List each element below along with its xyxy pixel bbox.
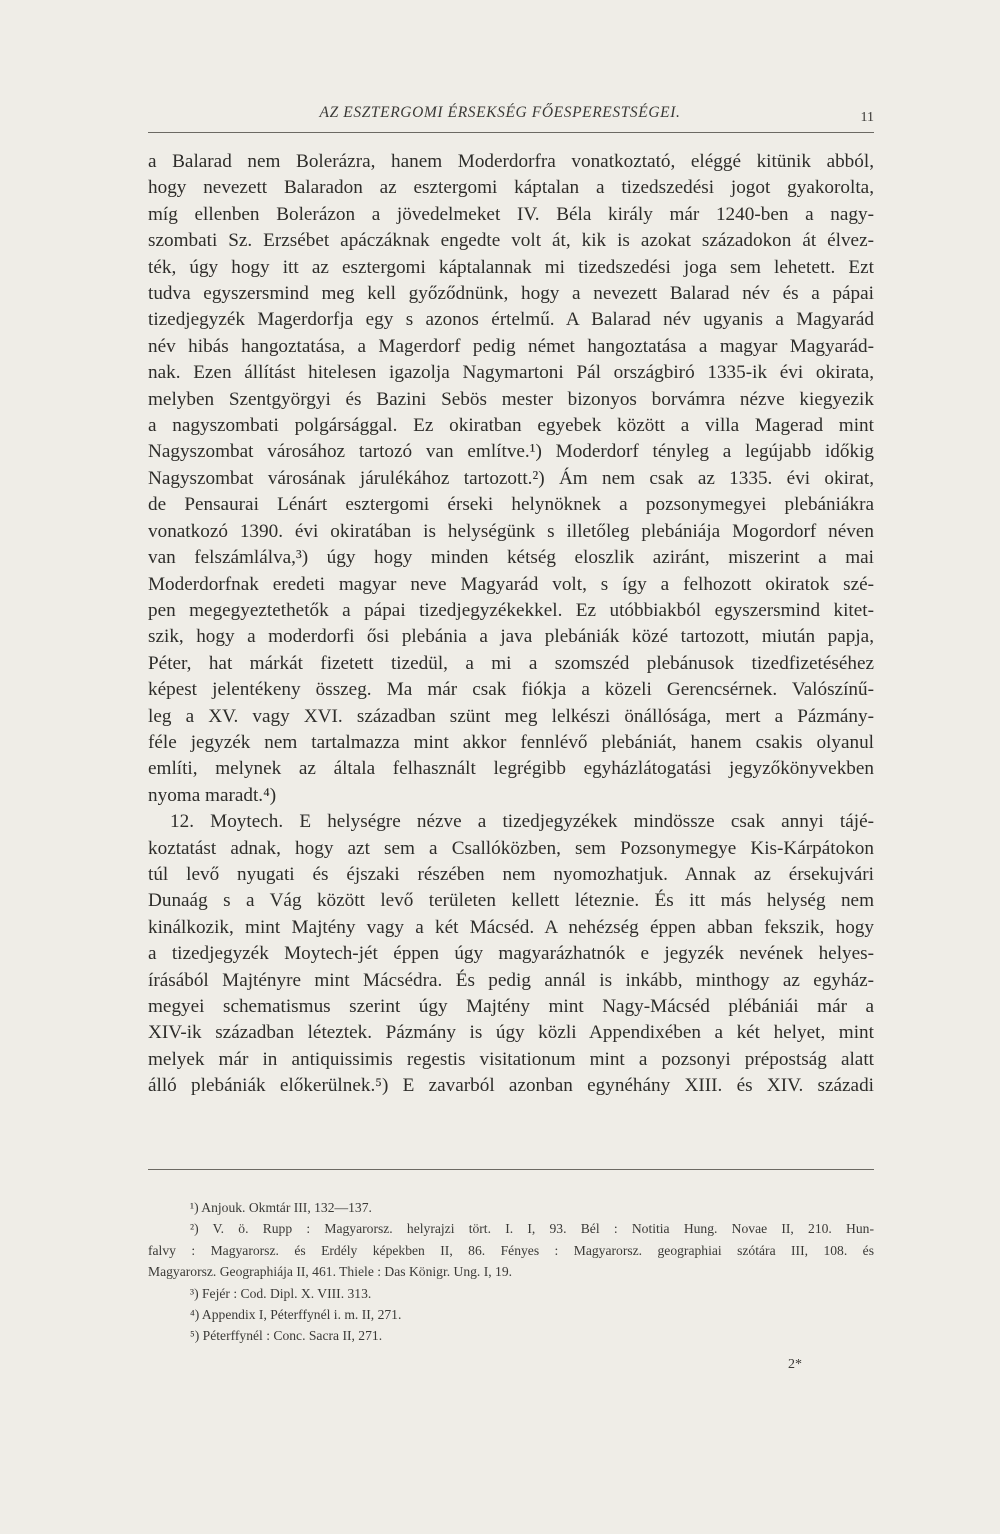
footnote: ⁵) Péterffynél : Conc. Sacra II, 271.	[190, 1328, 383, 1344]
body-line: túl levő nyugati és éjszaki részében nem nyomozhatjuk. Annak az érsekujvári	[148, 863, 874, 885]
body-line: szombati Sz. Erzsébet apáczáknak engedte volt át, kik is azokat századokon át élvez-	[148, 230, 874, 252]
footnote: ³) Fejér : Cod. Dipl. X. VIII. 313.	[190, 1285, 372, 1301]
body-line: képest jelentékeny összeg. Ma már csak fiókja a közeli Gerencsérnek. Valószínű-	[148, 679, 874, 701]
body-line: megyei schematismus szerint úgy Majtény mint Nagy-Mácséd plébániái már a	[148, 996, 874, 1017]
body-line: tudva egyszersmind meg kell győződnünk, hogy a nevezett Balarad név és a pápai	[148, 283, 874, 305]
section-heading-line: 12. Moytech. E helységre nézve a tizedjegyzékek mindössze csak annyi tájé-	[170, 811, 874, 833]
body-line: név hibás hangoztatása, a Magerdorf pedig német hangoztatása a magyar Magyarád-	[148, 335, 874, 357]
body-line: XIV-ik században léteztek. Pázmány is úgy közli Appendixében a két helyet, mint	[148, 1022, 874, 1044]
body-line: melyben Szentgyörgyi és Bazini Sebös mester bizonyos borvámra nézve kiegyezik	[148, 388, 874, 410]
footnote: ²) V. ö. Rupp : Magyarorsz. helyrajzi tört. I. I, 93. Bél : Notitia Hung. Novae II, 210. Hun-	[190, 1221, 874, 1237]
footnote-continuation: falvy : Magyarorsz. és Erdély képekben II, 86. Fényes : Magyarorsz. geographiai szótára III, 108. és	[148, 1242, 874, 1258]
body-line: Nagyszombat városához tartozó van említve.¹) Moderdorf tényleg a legújabb időkig	[148, 441, 874, 463]
running-header-title: AZ ESZTERGOMI ÉRSEKSÉG FŐESPERESTSÉGEI.	[319, 104, 681, 121]
body-line: Péter, hat márkát fizetett tizedül, a mi a szomszéd plebánusok tizedfizetéséhez	[148, 652, 874, 674]
body-line: Nagyszombat városának járulékához tartozott.²) Ám nem csak az 1335. évi okirat,	[148, 467, 874, 489]
header-rule	[148, 132, 874, 133]
footnote: ⁴) Appendix I, Péterffynél i. m. II, 271.	[190, 1307, 402, 1323]
body-line: a Balarad nem Bolerázra, hanem Moderdorfra vonatkoztató, eléggé kitünik abból,	[148, 151, 874, 172]
footnote-rule	[148, 1169, 874, 1170]
body-line: hogy nevezett Balaradon az esztergomi káptalan a tizedszedési jogot gyakorolta,	[148, 177, 874, 199]
body-line: nak. Ezen állítást hitelesen igazolja Nagymartoni Pál országbiró 1335-ik évi okirata,	[148, 362, 874, 384]
body-line: Moderdorfnak eredeti magyar neve Magyarád volt, s így a felhozott okiratok szé-	[148, 573, 874, 595]
body-line: nyoma maradt.⁴)	[148, 784, 277, 806]
footnotes	[148, 1197, 874, 1347]
body-text	[148, 149, 874, 1100]
page-number: 11	[860, 110, 874, 125]
body-line: koztatást adnak, hogy azt sem a Csallóközben, sem Pozsonymegye Kis-Kárpátokon	[148, 837, 874, 859]
body-line: ték, úgy hogy itt az esztergomi káptalannak mi tizedszedési joga sem lehetett. Ezt	[148, 256, 874, 278]
body-line: szik, hogy a moderdorfi ősi plebánia a java plebániák közé tartozott, miután papja,	[148, 626, 874, 648]
body-line: a tizedjegyzék Moytech-jét éppen úgy magyarázhatnók e jegyzék nevének helyes-	[148, 943, 874, 965]
signature-mark: 2*	[788, 1357, 802, 1372]
body-line: Dunaág s a Vág között levő területen kellett léteznie. És itt más helység nem	[148, 890, 874, 912]
body-line: melyek már in antiquissimis regestis visitationum mint a pozsonyi prépostság alatt	[148, 1048, 874, 1070]
body-line: álló plebániák előkerülnek.⁵) E zavarból azonban egynéhány XIII. és XIV. századi	[148, 1075, 874, 1097]
body-line: leg a XV. vagy XVI. században szünt meg lelkészi önállósága, mert a Pázmány-	[148, 705, 874, 727]
body-line: kinálkozik, mint Majtény vagy a két Mácséd. A nehézség éppen abban fekszik, hogy	[148, 916, 874, 938]
footnote: ¹) Anjouk. Okmtár III, 132—137.	[190, 1200, 372, 1215]
body-line: pen megegyeztethetők a pápai tizedjegyzékekkel. Ez utóbbiakból egyszersmind kitet-	[148, 599, 874, 621]
body-line: féle jegyzék nem tartalmazza mint akkor fennlévő plebániát, hanem csakis olyanul	[148, 731, 874, 753]
body-line: míg ellenben Bolerázon a jövedelmeket IV. Béla király már 1240-ben a nagy-	[148, 203, 874, 225]
body-line: írásából Majtényre mint Mácsédra. És pedig annál is inkább, minthogy az egyház-	[148, 969, 874, 991]
body-line: van felszámlálva,³) úgy hogy minden kétség eloszlik aziránt, miszerint a mai	[148, 547, 874, 569]
body-line: tizedjegyzék Magerdorfja egy s azonos értelmű. A Balarad név ugyanis a Magyarád	[148, 309, 874, 331]
footnote-continuation: Magyarorsz. Geographiája II, 461. Thiele : Das Königr. Ung. I, 19.	[148, 1264, 513, 1280]
body-line: de Pensaurai Lénárt esztergomi érseki helynöknek a pozsonymegyei plebániákra	[148, 494, 874, 516]
body-line: említi, melynek az általa felhasznált legrégibb egyházlátogatási jegyzőkönyvekben	[148, 758, 874, 780]
body-line: a nagyszombati polgársággal. Ez okiratban egyebek között a villa Magerad mint	[148, 415, 874, 437]
body-line: vonatkozó 1390. évi okiratában is helységünk s illetőleg plebániája Mogordorf néven	[148, 520, 874, 542]
